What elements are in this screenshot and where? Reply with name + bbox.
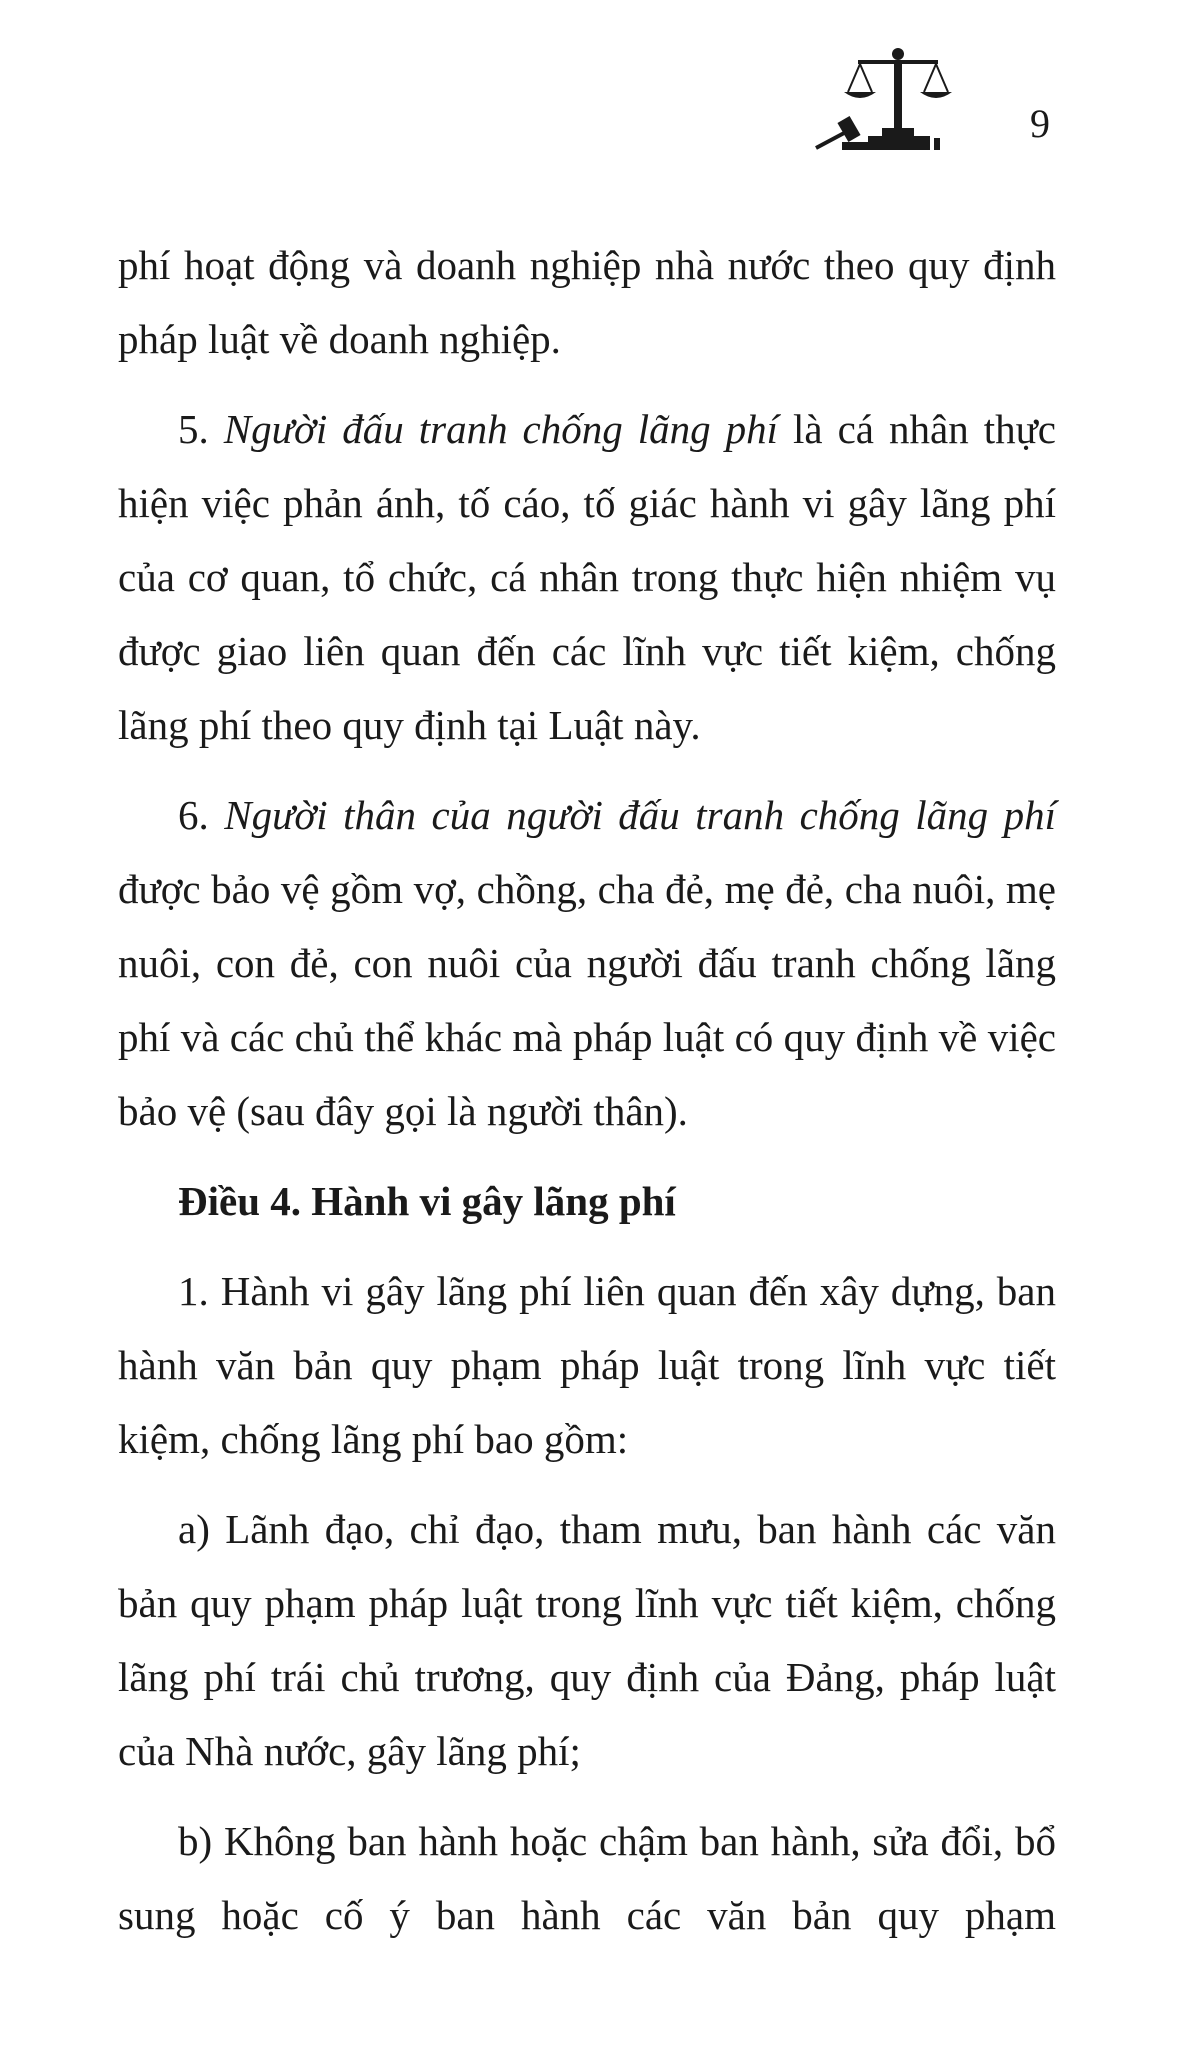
paragraph-point-b: b) Không ban hành hoặc chậm ban hành, sửa đổi, bổ sung hoặc cố ý ban hành các văn bản quy phạm [118,1818,1056,1938]
article-heading: Điều 4. Hành vi gây lãng phí [178,1178,676,1224]
defined-term: Người đấu tranh chống lãng phí [223,406,779,452]
body-text [118,228,1056,1968]
scales-of-justice-gavel-icon [808,44,968,156]
paragraph-clause-6 [118,778,1056,1148]
clause-text: được bảo vệ gồm vợ, chồng, cha đẻ, mẹ đẻ, cha nuôi, mẹ nuôi, con đẻ, con nuôi của người đấu tranh chống lãng phí và các chủ thể khác mà pháp luật có quy định về việc bảo vệ (sau đây gọi là người thân). [118,866,1056,1134]
paragraph-point-a: a) Lãnh đạo, chỉ đạo, tham mưu, ban hành các văn bản quy phạm pháp luật trong lĩnh vực tiết kiệm, chống lãng phí trái chủ trương, quy định của Đảng, pháp luật của Nhà nước, gây lãng phí; [118,1506,1056,1774]
clause-text: là cá nhân thực hiện việc phản ánh, tố cáo, tố giác hành vi gây lãng phí của cơ quan, tổ chức, cá nhân trong thực hiện nhiệm vụ được giao liên quan đến các lĩnh vực tiết kiệm, chống lãng phí theo quy định tại Luật này. [118,406,1056,748]
paragraph-clause-5 [118,392,1056,762]
paragraph-continuation: phí hoạt động và doanh nghiệp nhà nước theo quy định pháp luật về doanh nghiệp. [118,242,1056,362]
defined-term: Người thân của người đấu tranh chống lãng phí [224,792,1056,838]
page-number: 9 [1030,101,1050,146]
paragraph-article-4-clause-1: 1. Hành vi gây lãng phí liên quan đến xây dựng, ban hành văn bản quy phạm pháp luật trong lĩnh vực tiết kiệm, chống lãng phí bao gồm: [118,1268,1056,1462]
clause-number: 6. [178,792,225,838]
clause-number: 5. [178,406,224,452]
